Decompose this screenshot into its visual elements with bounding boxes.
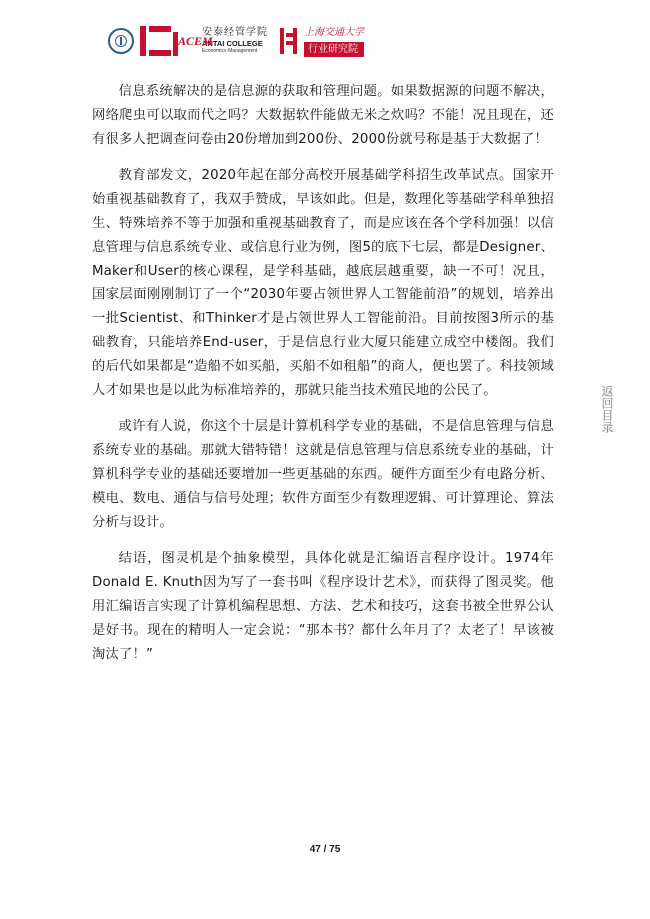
page-number: 47 / 75	[309, 844, 341, 855]
university-seal-icon	[108, 28, 134, 54]
page-header	[108, 20, 364, 62]
article-body	[92, 80, 554, 679]
college-name-en: ANTAI COLLEGE	[202, 39, 263, 48]
paragraph: 结语，图灵机是个抽象模型，具体化就是汇编语言程序设计。1974年Donald E. Knuth因为写了一套书叫《程序设计艺术》，而获得了图灵奖。他用汇编语言实现了计算机编程思想、方法、艺术和技巧，这套书被全世界公认是好书。现在的精明人一定会说：“那本书？都什么年月了？太老了！早该被淘汰了！”	[92, 551, 554, 662]
acem-logo-text: ACEM	[178, 34, 213, 48]
college-subtitle: Economics·Management	[202, 48, 258, 54]
paragraph: 或许有人说，你这个十层是计算机科学专业的基础，不是信息管理与信息系统专业的基础。那就大错特错！这就是信息管理与信息系统专业的基础，计算机科学专业的基础还要增加一些更基础的东西。硬件方面至少有电路分析、模电、数电、通信与信号处理；软件方面至少有数理逻辑、可计算理论、算法分析与设计。	[92, 419, 554, 530]
paragraph: 信息系统解决的是信息源的获取和管理问题。如果数据源的问题不解决，网络爬虫可以取而代之吗？大数据软件能做无米之炊吗？不能！况且现在，还有很多人把调查问卷由20份增加到200份、2000份就号称是基于大数据了！	[92, 84, 554, 147]
college-name-cn: 安泰经管学院	[202, 27, 268, 38]
institute-name: 行业研究院	[304, 42, 364, 57]
back-to-toc-link[interactable]: 返回目录	[600, 385, 614, 433]
acem-logo	[140, 24, 213, 58]
institute-logo-icon	[278, 24, 300, 58]
institute-name-block	[304, 26, 364, 57]
university-script-name: 上海交通大学	[304, 26, 364, 38]
paragraph: 教育部发文，2020年起在部分高校开展基础学科招生改革试点。国家开始重视基础教育了，我双手赞成，早该如此。但是，数理化等基础学科单独招生、特殊培养不等于加强和重视基础教育了，而是应该在各个学科加强！以信息管理与信息系统专业、或信息行业为例，图5的底下七层，都是Designer、Maker和User的核心课程，是学科基础，越底层越重要，缺一不可！况且，国家层面刚刚制订了一个“2030年要占领世界人工智能前沿”的规划，培养出一批Scientist、和Thinker才是占领世界人工智能前沿。目前按图3所示的基础教育，只能培养End-user，于是信息行业大厦只能建立成空中楼阁。我们的后代如果都是“造船不如买船，买船不如租船”的商人，便也罢了。科技领域人才如果也是以此为标准培养的，那就只能当技术殖民地的公民了。	[92, 168, 554, 398]
